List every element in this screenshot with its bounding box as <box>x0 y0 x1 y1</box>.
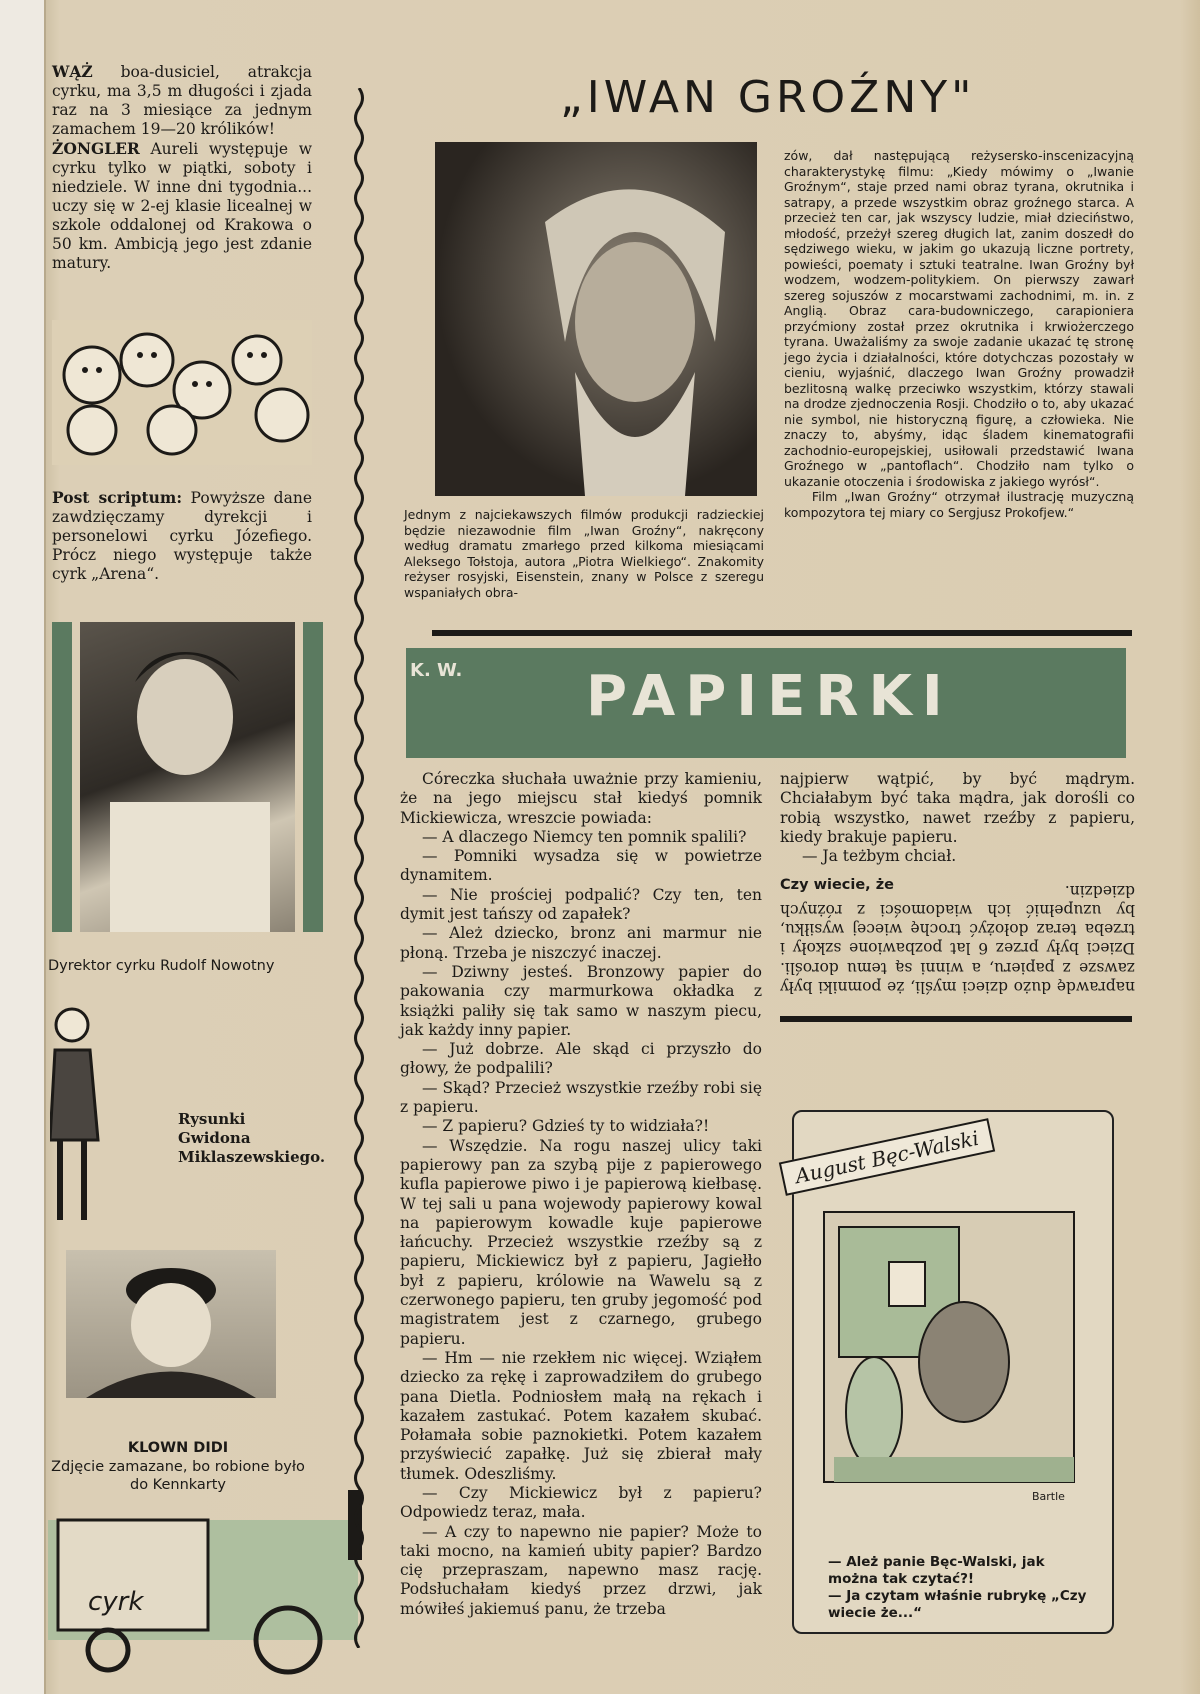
story-paragraph: — A czy to napewno nie papier? Może to taki mocno, na kamień ubity papier? Bardzo cię przepraszam, napewno masz rację. Podsłuchałam kiedyś przez drzwi, jak mówiłeś jakiemuś panu, że trzeba <box>400 1522 762 1618</box>
circus-facts-text <box>52 62 312 273</box>
cartoon-artist-sign: Bartle <box>1032 1490 1065 1503</box>
story-paragraph: — Z papieru? Gdzieś ty to widziała?! <box>422 1117 710 1136</box>
drawings-credit: Rysunki Gwidona Miklaszewskiego. <box>178 1110 326 1166</box>
story-paragraph: — Dziwny jesteś. Bronzowy papier do pakowania czy marmurkowa okładka z książki paliły się tak samo w naszym piecu, jak każdy inny papier. <box>400 962 762 1039</box>
faces-drawing <box>52 320 312 465</box>
clown-photo <box>66 1250 276 1398</box>
mid-rule <box>780 1016 1132 1022</box>
story-paragraph: — Wszędzie. Na rogu naszej ulicy taki papierowy pan za szybą pije z papierowego kufla papierowe piwo i je papierową kiełbasę. W tej sali u pana wojewody papierowy kowal na papierowym kowadle kuje papierowe łańcuchy. Przecież wszystkie rzeźby są z papieru, Mickiewicz był z papieru, Jagiełło był z papieru, królowie na Wawelu są z czerwonego papieru, ten gruby jegomość pod magistratem jest z czarnego, grubego papieru. <box>400 1136 762 1348</box>
cartoon-frame <box>792 1110 1114 1634</box>
iwan-photo <box>435 142 757 496</box>
story-paragraph: — Już dobrze. Ale skąd ci przyszło do głowy, że podpalili? <box>400 1040 762 1078</box>
ps-text: Powyższe dane zawdzięczamy dyrekcji i personelowi cyrku Józefiego. Prócz niego występuje także cyrk „Arena“. <box>52 489 312 583</box>
cartoon-caption-2: — Ja czytam właśnie rubrykę „Czy wiecie że...“ <box>828 1588 1087 1621</box>
director-caption: Dyrektor cyrku Rudolf Nowotny <box>48 958 275 974</box>
clown-drawing <box>50 1000 110 1230</box>
zongler-text: Aureli występuje w cyrku tylko w piątki, soboty i niedziele. W inne dni tygodnia... uczy się w 2-ej klasie licealnej w szkole oddalonej od Krakowa o 50 km. Ambicją jego jest zdanie matury. <box>52 140 312 272</box>
iwan-text-end: Film „Iwan Groźny“ otrzymał ilustrację muzyczną kompozytora tej miary co Sergjusz Prokofjew.“ <box>784 489 1134 520</box>
story-paragraph: — Skąd? Przecież wszystkie rzeźby robi się z papieru. <box>400 1078 762 1117</box>
top-rule <box>432 630 1132 636</box>
clown-caption: Zdjęcie zamazane, bo robione było do Kennkarty <box>51 1459 305 1493</box>
story-paragraph: — A dlaczego Niemcy ten pomnik spalili? <box>422 827 747 846</box>
iwan-text-body: zów, dał następującą reżysersko-inscenizacyjną charakterystykę filmu: „Kiedy mówimy o „Iwanie Groźnym“, staje przed nami obraz tyrana, okrutnika i satrapy, a przede wszystkim obraz groźnego starca. A przecież ten car, jak wszyscy ludzie, miał dzieciństwo, młodość, przeżył szereg długich lat, zanim doszedł do sędziwego wieku, w jakim go ukazują liczne portrety, powieści, poematy i sztuki teatralne. Iwan Groźny był wodzem, wodzem-politykiem. On pierwszy zawarł szereg sojuszów z mocarstwami zachodnimi, m. in. z Anglią. Obraz cara-budowniczego, carapioniera przyćmiony został przez okrutnika i krwiożerczego tyrana. Uważaliśmy za swoje zadanie ukazać tę stronę jego życia i działalności, które dotychczas pozostały w cieniu, wyjaśnić, dlaczego Iwan Groźny prowadził bezlitosną walkę przeciwko wszystkim, którzy stawali na drodze zjednoczenia Rosji. Chodziło o to, aby ukazać nie symbol, nie historyczną figurę, a człowieka. Nie znaczy to, abyśmy, idąc śladem kinematografii zachodnio-europejskiej, usiłowali przedstawić Iwana Groźnego w „pantoflach“. Chodziło nam tylko o ukazanie otoczenia i środowiska z jakiego wyrósł“. <box>784 148 1134 489</box>
circus-wagon-drawing <box>48 1490 368 1685</box>
story-paragraph: Córeczka słuchała uważnie przy kamieniu, że na jego miejscu stał kiedyś pomnik Mickiewicza, wreszcie powiada: <box>400 770 762 827</box>
waz-lead: WĄŻ <box>52 62 93 81</box>
waz-text: boa-dusiciel, atrakcja cyrku, ma 3,5 m długości i zjada raz na 3 miesiące za jednym zamachem 19—20 królików! <box>52 63 312 138</box>
clown-title: KLOWN DIDI <box>127 1440 229 1456</box>
post-scriptum <box>52 488 312 584</box>
papierki-author: K. W. <box>410 660 463 681</box>
story-paragraph: — Nie prościej podpalić? Czy ten, ten dymit jest tańszy od zapałek? <box>400 885 762 924</box>
iwan-photo-caption: Jednym z najciekawszych filmów produkcji radzieckiej będzie niezawodnie film „Iwan Groźny“, nakręcony według dramatu zmarłego przed kilkoma miesiącami Aleksego Tołstoja, autora „Piotra Wielkiego“. Znakomity reżyser rosyjski, Eisenstein, znany w Polsce z szeregu wspaniałych obra- <box>404 507 764 600</box>
upside-down-answer: naprawdę dużo dzieci myśli, że pomniki były zawsze z papieru, a winni są temu dorośli. Dzieci były przez 6 lat pozbawione szkoły i trzeba teraz dołożyć trochę wiecej wysiłku, by uzupełnić ich wiadomości z różnych dziedzin. <box>780 881 1135 996</box>
iwan-title: „IWAN GROŹNY" <box>560 72 976 123</box>
wavy-divider <box>352 88 366 1648</box>
green-strip-right <box>303 622 323 932</box>
cartoon-signature: August Bęc-Walski <box>779 1118 995 1196</box>
story-paragraph: — Hm — nie rzekłem nic więcej. Wziąłem dziecko za rękę i zaprowadziłem do grubego pana Dietla. Podniosłem małą na rękach i kazałem zastukać. Potem kazałem skubać. Połamała sobie paznokietki. Potem kazałem przyświecić zapałkę. Już się zbierał mały tłumek. Odeszliśmy. <box>400 1348 762 1483</box>
papierki-story-col2 <box>780 770 1135 896</box>
ps-lead: Post scriptum: <box>52 488 183 507</box>
papierki-banner <box>406 648 1126 758</box>
binding-edge <box>0 0 46 1694</box>
green-strip-left <box>52 622 72 932</box>
wagon-sign: cyrk <box>88 1587 144 1617</box>
czy-wiecie-heading: Czy wiecie, że <box>780 877 895 894</box>
cartoon-caption-1: — Ależ panie Bęc-Walski, jak można tak czytać?! <box>828 1554 1045 1587</box>
story-paragraph: — Pomniki wysadza się w powietrze dynamitem. <box>400 847 762 885</box>
zongler-lead: ŻONGLER <box>52 139 140 158</box>
story-continuation: najpierw wątpić, by być mądrym. Chciałabym być taka mądra, jak dorośli co robią wszystko, nawet rzeźby z papieru, kiedy brakuje papieru. <box>780 770 1135 846</box>
iwan-text-column <box>784 148 1134 520</box>
story-paragraph: — Ależ dziecko, bronz ani marmur nie płoną. Trzeba je niszczyć inaczej. <box>400 924 762 962</box>
papierki-story-col1 <box>400 770 762 1619</box>
story-reply: — Ja teżbym chciał. <box>802 847 957 866</box>
story-paragraph: — Czy Mickiewicz był z papieru? Odpowiedz teraz, mała. <box>400 1483 762 1522</box>
director-photo <box>80 622 295 932</box>
papierki-title: PAPIERKI <box>586 664 953 729</box>
cartoon-caption <box>828 1554 1088 1622</box>
